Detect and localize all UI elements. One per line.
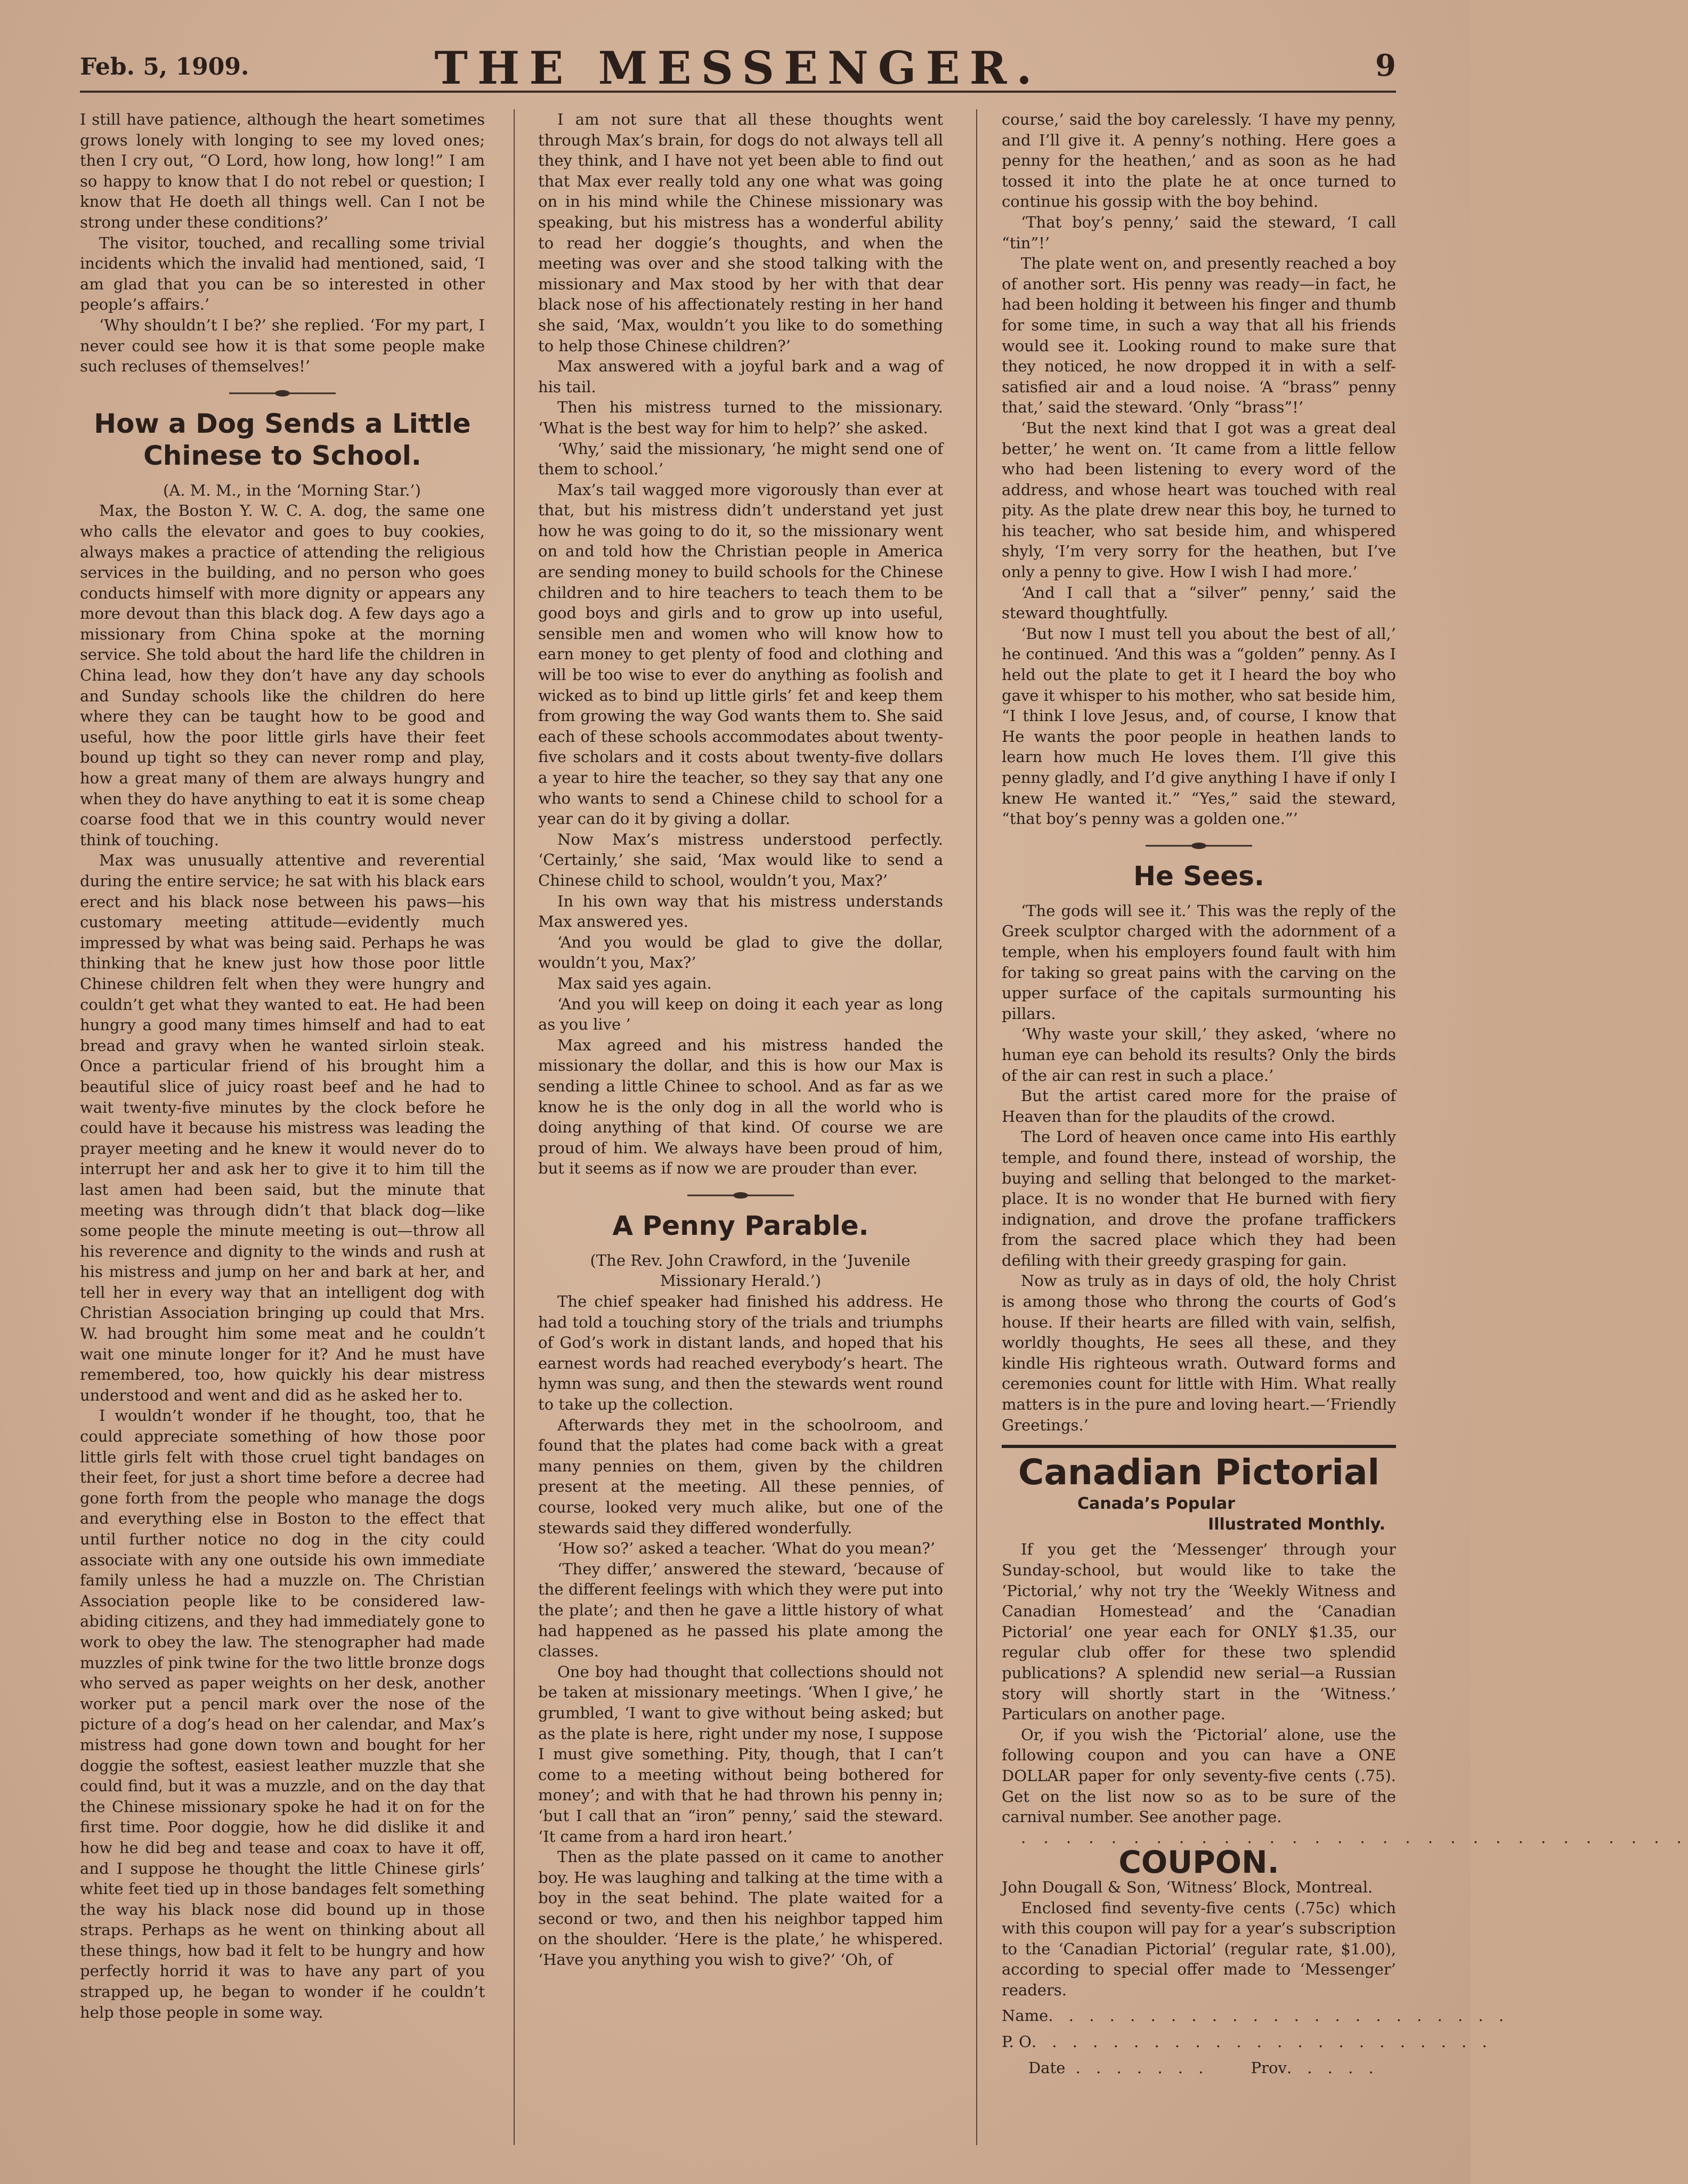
article-paragraph: Max was unusually attentive and reverential during the entire service; he sat with his black ears erect and his black nose between his paws—his customary meeting attitude—evidently much impressed by what was being said. Perhaps he was thinking that he knew just how those poor little Chinese children felt when they were hungry and couldn’t get what they wanted to eat. He had been hungry a good many times himself and had to eat bread and gravy when he wanted sirloin steak. Once a particular friend of his brought him a beautiful slice of juicy roast beef and he had to wait twenty-five minutes by the clock before he could have it because his mistress was leading the prayer meeting and he knew it would never do to interrupt her and ask her to give it to him till the last amen had been said, but the minute that meeting was through didn’t that black dog—like some people the minute meeting is out—throw all his reverence and dignity to the winds and rush at his mistress and jump on her and bark at her, and tell her in every way that an intelligent dog with Christian Association bringing up could that Mrs. W. had brought him some meat and he couldn’t wait one minute longer for it? And he must have remembered, too, how quickly his dear mistress understood and went and did as he asked her to.	[80, 851, 485, 1404]
page-number: 9	[1375, 48, 1396, 83]
article-paragraph: In his own way that his mistress understands Max answered yes.	[538, 892, 943, 931]
ad-paragraph: If you get the ‘Messenger’ through your Sunday-school, but would like to take the ‘Pictorial,’ why not try the ‘Weekly Witness and Canadian Homestead’ and the ‘Canadian Pictorial’ one year each for ONLY $1.35, our regular club offer for these two splendid publications? A splendid new serial—a Russian story will shortly start in the ‘Witness.’ Particulars on another page.	[1002, 1540, 1396, 1724]
coupon-date-prov-field[interactable]: Date . . . . . . . Prov. . . . .	[1028, 2058, 1379, 2077]
article-paragraph: ‘But now I must tell you about the best of all,’ he continued. ‘And this was a “golden” penny. As I held out the plate to get it I heard the boy who gave it whisper to his mother, who sat beside him, “I think I love Jesus, and, of course, I know that He wants the poor people in heathen lands to learn how much He loves them. I’ll give this penny gladly, and I’d give anything I have if only I knew He wanted it.” “Yes,” said the steward, “that boy’s penny was a golden one.”’	[1002, 624, 1396, 828]
article-paragraph: But the artist cared more for the praise of Heaven than for the plaudits of the crowd.	[1002, 1087, 1396, 1126]
coupon-text: Enclosed find seventy-five cents (.75c) which with this coupon will pay for a year’s subscription to the ‘Canadian Pictorial’ (regular rate, $1.00), according to special offer made to ‘Messenger’ readers.	[1002, 1898, 1396, 1999]
article-paragraph: ‘Why,’ said the missionary, ‘he might send one of them to school.’	[538, 439, 943, 479]
fill-line: . . . . . . . . . . . . . . . . . . . . . . .	[1048, 2007, 1510, 2025]
column-1	[80, 109, 485, 2145]
column-2	[538, 109, 943, 2145]
article-paragraph: ‘They differ,’ answered the steward, ‘because of the different feelings with which they were put into the plate’; and then he gave a little history of what had happened as he passed his plate among the classes.	[538, 1559, 943, 1661]
ad-title: Canadian Pictorial	[1018, 1452, 1380, 1493]
column-3	[1002, 109, 1688, 2145]
ad-subtitle: Illustrated Monthly.	[1208, 1515, 1385, 1534]
article-headline: A Penny Parable.	[612, 1210, 869, 1241]
column-divider	[976, 109, 977, 2145]
coupon-name-field[interactable]	[1002, 2005, 1510, 2026]
ornament-divider-icon	[1146, 839, 1252, 853]
coupon-address: John Dougall & Son, ‘Witness’ Block, Montreal.	[1002, 1878, 1373, 1896]
article-paragraph: I wouldn’t wonder if he thought, too, that he could appreciate something of how those poor little girls felt with those cruel tight bandages on their feet, for just a short time before a decree had gone forth from the people who manage the dogs and everything else in Boston to the effect that until further notice no dog in the city could associate with any one outside his own immediate family unless he had a muzzle on. The Christian Association people like to be considered law-abiding citizens, and they had immediately gone to work to obey the law. The stenographer had made muzzles of pink twine for the two little bronze dogs who served as paper weights on her desk, another worker put a pencil mark over the nose of the picture of a dog’s head on her calendar, and Max’s mistress had gone down town and bought for her doggie the softest, easiest leather muzzle that she could find, but it was a muzzle, and on the day that the Chinese missionary spoke he had it on for the first time. Poor doggie, how he did dislike it and how he did beg and tease and coax to have it off, and I suppose he thought the little Chinese girls’ white feet tied up in those bandages felt something the way his black nose did bound up in those straps. Perhaps as he went on thinking about all these things, how bad it felt to be hungry and how perfectly horrid it was to have any part of you strapped up, he began to wonder if he couldn’t help those people in some way.	[80, 1406, 485, 2021]
continued-paragraph: ‘Why shouldn’t I be?’ she replied. ‘For my part, I never could see how it is that some people make such recluses of themselves!’	[80, 316, 485, 376]
article-paragraph: Max answered with a joyful bark and a wag of his tail.	[538, 357, 943, 396]
article-paragraph: ‘That boy’s penny,’ said the steward, ‘I call “tin”!’	[1002, 213, 1396, 252]
column-divider	[514, 109, 515, 2145]
date-label: Date	[1028, 2058, 1066, 2077]
masthead	[80, 32, 1396, 93]
ad-paragraph: Or, if you wish the ‘Pictorial’ alone, use the following coupon and you can have a ONE DOLLAR paper for only seventy-five cents (.75). Get on the list now so as to be sure of the carnival number. See another page.	[1002, 1725, 1396, 1826]
article-paragraph: ‘And I call that a “silver” penny,’ said the steward thoughtfully.	[1002, 583, 1396, 622]
article-paragraph: ‘And you will keep on doing it each year as long as you live ’	[538, 994, 943, 1034]
dotted-separator: . . . . . . . . . . . . . . . . . . . . . . . . . . . . . .	[1021, 1828, 1688, 1847]
name-label: Name	[1002, 2007, 1049, 2025]
ornament-divider-icon	[229, 386, 336, 400]
article-paragraph: Max said yes again.	[557, 974, 712, 992]
article-paragraph: ‘But the next kind that I got was a great deal better,’ he went on. ‘It came from a little fellow who had been listening to every word of the address, and whose heart was touched with real pity. As the plate drew near this boy, he turned to his teacher, who sat beside him, and whispered shyly, ‘I’m very sorry for the heathen, but I’ve only a penny to give. How I wish I had more.’	[1002, 418, 1396, 581]
article-paragraph: Afterwards they met in the schoolroom, and found that the plates had come back with a great many pennies on them, given by the children present at the meeting. All these pennies, of course, looked very much alike, but one of the stewards said they differed wonderfully.	[538, 1415, 943, 1537]
article-paragraph: The Lord of heaven once came into His earthly temple, and found there, instead of worship, the buying and selling that belonged to the market-place. It is no wonder that He burned with fiery indignation, and drove the profane traffickers from the sacred place which they had been defiling with their greedy grasping for gain.	[1002, 1128, 1396, 1269]
article-paragraph: The chief speaker had finished his address. He had told a touching story of the trials and triumphs of God’s work in distant lands, and hoped that his earnest words had reached everybody’s heart. The hymn was sung, and then the stewards went round to take up the collection.	[538, 1292, 943, 1414]
article-paragraph: ‘The gods will see it.’ This was the reply of the Greek sculptor charged with the adornment of a temple, when his employers found fault with him for taking so great pains with the carving on the upper surface of the capitals surmounting his pillars.	[1002, 901, 1396, 1023]
article-paragraph: ‘How so?’ asked a teacher. ‘What do you mean?’	[557, 1539, 936, 1558]
article-paragraph: I am not sure that all these thoughts went through Max’s brain, for dogs do not always tell all they think, and I have not yet been able to find out that Max ever really told any one what was going on in his mind while the Chinese missionary was speaking, but his mistress has a wonderful ability to read her doggie’s thoughts, and when the meeting was over and she stood talking with the missionary and Max stood by her with that dear black nose of his affectionately resting in her hand she said, ‘Max, wouldn’t you like to do something to help those Chinese children?’	[538, 110, 943, 355]
article-paragraph: The plate went on, and presently reached a boy of another sort. His penny was ready—in fact, he had been holding it between his finger and thumb for some time, in such a way that all his friends would see it. Looking round to make sure that they noticed, he now dropped it in with a self-satisfied air and a loud noise. ‘A “brass” penny that,’ said the steward. ‘Only “brass”!’	[1002, 254, 1396, 417]
po-label: P. O	[1002, 2033, 1032, 2051]
ornament-divider-icon	[687, 1188, 794, 1202]
article-paragraph: One boy had thought that collections should not be taken at missionary meetings. ‘When I give,’ he grumbled, ‘I want to give without being asked; but as the plate is here, right under my nose, I suppose I must give something. Pity, though, that I can’t come to a meeting without being bothered for money’; and with that he had thrown his penny in; ‘but I call that an “iron” penny,’ said the steward. ‘It came from a hard iron heart.’	[538, 1662, 943, 1846]
article-paragraph: Then his mistress turned to the missionary. ‘What is the best way for him to help?’ she asked.	[538, 398, 943, 437]
article-paragraph: Now as truly as in days of old, the holy Christ is among those who throng the courts of God’s house. If their hearts are filled with vain, selfish, worldly thoughts, He sees all these, and they kindle His righteous wrath. Outward forms and ceremonies count for little with Him. What really matters is in the pure and loving heart.—‘Friendly Greetings.’	[1002, 1272, 1396, 1434]
article-paragraph: Now Max’s mistress understood perfectly. ‘Certainly,’ she said, ‘Max would like to send a Chinese child to school, wouldn’t you, Max?’	[538, 830, 943, 889]
coupon-title: COUPON.	[1118, 1844, 1279, 1881]
article-paragraph: ‘Why waste your skill,’ they asked, ‘where no human eye can behold its results? Only the birds of the air can rest in such a place.’	[1002, 1025, 1396, 1085]
issue-date: Feb. 5, 1909.	[80, 53, 249, 80]
pictorial-advertisement	[1002, 1445, 1688, 2078]
continued-paragraph: I still have patience, although the heart sometimes grows lonely with longing to see my loved ones; then I cry out, “O Lord, how long, how long!” I am so happy to know that I do not rebel or question; I know that He doeth all things well. Can I not be strong under these conditions?’	[80, 110, 485, 231]
article-paragraph: course,’ said the boy carelessly. ‘I have my penny, and I’ll give it. A penny’s nothing. Here goes a penny for the heathen,’ and as soon as he had tossed it into the plate he at once turned to continue his gossip with the boy behind.	[1002, 110, 1396, 211]
newspaper-title: THE MESSENGER.	[434, 42, 1042, 94]
article-paragraph: ‘And you would be glad to give the dollar, wouldn’t you, Max?’	[538, 933, 943, 972]
ad-subtitle: Canada’s Popular	[1077, 1494, 1236, 1514]
article-paragraph: Then as the plate passed on it came to another boy. He was laughing and talking at the time with a boy in the seat behind. The plate waited for a second or two, and then his neighbor tapped him on the shoulder. ‘Here is the plate,’ he whispered. ‘Have you anything you wish to give?’ ‘Oh, of	[538, 1848, 943, 1969]
fill-line: . . . . . . . . . . . . . . . . . . . . . . .	[1031, 2033, 1492, 2051]
article-paragraph: Max agreed and his mistress handed the missionary the dollar, and this is how our Max is sending a little Chinee to school. And as far as we know he is the only dog in all the world who is doing anything of that kind. Of course we are proud of him. We always have been proud of him, but it seems as if now we are prouder than ever.	[538, 1036, 943, 1178]
article-byline: (The Rev. John Crawford, in the ‘Juvenile Missionary Herald.’)	[590, 1251, 911, 1290]
article-paragraph: Max’s tail wagged more vigorously than ever at that, but his mistress didn’t understand yet just how he was going to do it, so the missionary went on and told how the Christian people in America are sending money to build schools for the Chinese children and to hire teachers to teach them to be good boys and girls and to grow up into useful, sensible men and women who will know how to earn money to get plenty of food and clothing and will be too wise to ever do anything as foolish and wicked as to bind up little girls’ fet and keep them from growing the way God wants them to. She said each of these schools accommodates about twenty-five scholars and it costs about twenty-five dollars a year to hire the teacher, so they say that any one who wants to send a Chinese child to school for a year can do it by giving a dollar.	[538, 480, 943, 828]
article-paragraph: Max, the Boston Y. W. C. A. dog, the same one who calls the elevator and goes to buy cookies, always makes a practice of attending the religious services in the building, and no person who goes conducts himself with more dignity or appears any more devout than this black dog. A few days ago a missionary from China spoke at the morning service. She told about the hard life the children in China lead, how they don’t have any day schools and Sunday schools like the children do here where they can be taught how to be good and useful, how the poor little girls have their feet bound up tight so they can never romp and play, how a great many of them are always hungry and when they do have anything to eat it is some cheap coarse food that we in this country would never think of touching.	[80, 501, 485, 849]
prov-label: Prov	[1251, 2058, 1287, 2077]
article-headline: He Sees.	[1133, 860, 1264, 892]
article-byline: (A. M. M., in the ‘Morning Star.’)	[163, 481, 421, 499]
continued-paragraph: The visitor, touched, and recalling some trivial incidents which the invalid had mentioned, said, ‘I am glad that you can be so interested in other people’s affairs.’	[80, 233, 485, 314]
coupon-po-field[interactable]	[1002, 2032, 1492, 2052]
article-headline: How a Dog Sends a Little Chinese to School.	[94, 408, 471, 471]
